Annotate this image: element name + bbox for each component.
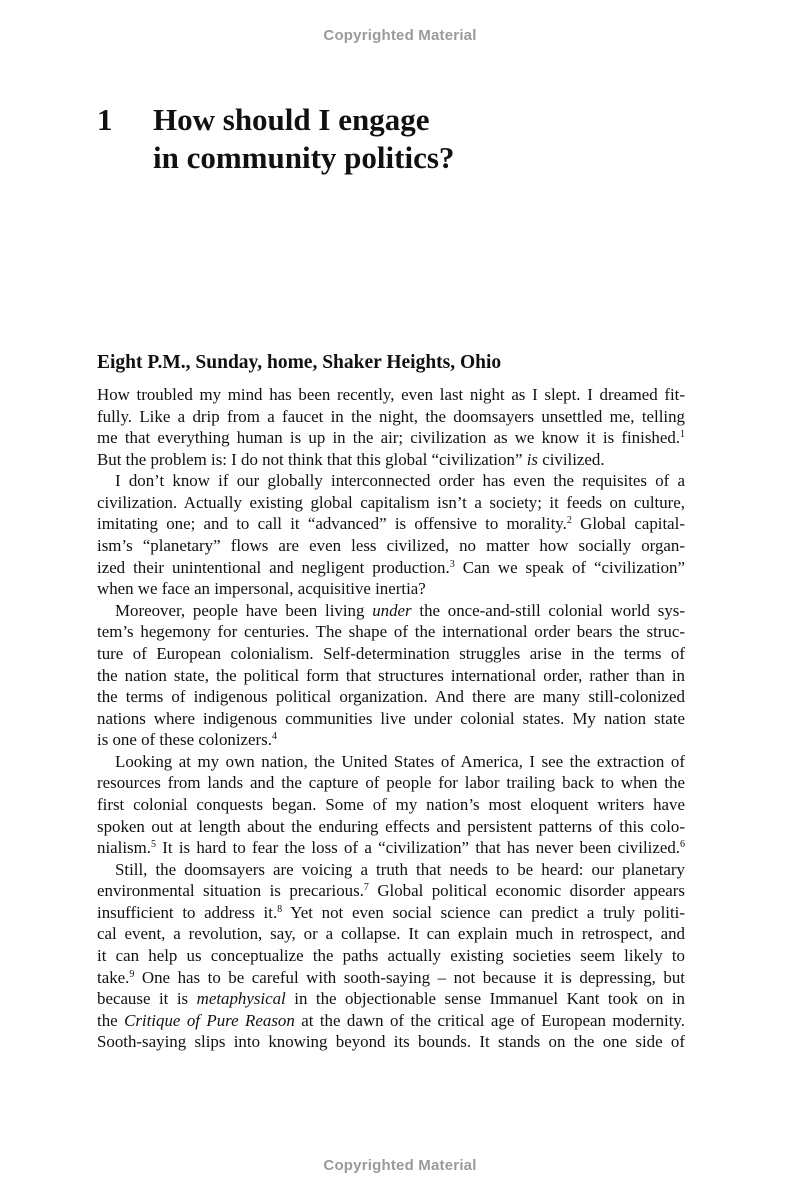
text-line [97, 837, 685, 859]
text-span: me that everything human is up in the air; civilization as we know it is finished. [97, 428, 680, 448]
text-span: Yet not even social science can predict a truly politi- [282, 902, 685, 922]
chapter-title [153, 101, 573, 177]
paragraph-1 [97, 384, 685, 470]
text-line [97, 967, 685, 989]
text-line: How troubled my mind has been recently, even last night as I slept. I dreamed fit- [97, 385, 685, 404]
text-line: ture of European colonialism. Self-determination struggles arise in the terms of [97, 643, 685, 663]
text-span: ized their unintentional and negligent production. [97, 557, 450, 577]
text-line: civilization. Actually existing global capitalism isn’t a society; it feeds on culture, [97, 492, 685, 512]
text-span: in the objectionable sense Immanuel Kant took on in [285, 989, 685, 1009]
text-span: Global capital- [571, 514, 685, 534]
text-span: the [97, 1010, 125, 1030]
footnote-ref-9[interactable]: 9 [129, 968, 135, 980]
chapter-title-line-2: in community politics? [153, 140, 455, 175]
text-span: But the problem is: I do not think that this global “civilization” [97, 449, 527, 469]
text-line: Looking at my own nation, the United States of America, I see the extraction of [115, 751, 685, 771]
text-line [97, 1010, 685, 1032]
text-line: tem’s hegemony for centuries. The shape of the international order bears the struc- [97, 622, 685, 642]
paragraph-3 [97, 600, 685, 751]
text-line [97, 427, 685, 449]
text-line: ism’s “planetary” flows are even less civilized, no matter how socially organ- [97, 536, 685, 556]
text-span: because it is [97, 989, 197, 1009]
text-line [97, 557, 685, 579]
text-span: Global political economic disorder appears [368, 881, 685, 901]
text-line: first colonial conquests began. Some of my nation’s most eloquent writers have [97, 794, 685, 814]
text-span: nialism. [97, 838, 151, 858]
paragraph-4 [97, 751, 685, 859]
text-span: at the dawn of the critical age of European modernity. [294, 1010, 685, 1030]
text-span: environmental situation is precarious. [97, 881, 364, 901]
text-line: nations where indigenous communities live under colonial states. My nation state [97, 708, 685, 728]
text-line [97, 513, 685, 535]
footnote-ref-5[interactable]: 5 [150, 839, 156, 851]
text-span: One has to be careful with sooth-saying – not because it is depressing, but [134, 967, 685, 987]
chapter-title-line-1: How should I engage [153, 102, 430, 137]
footnote-ref-8[interactable]: 8 [277, 903, 283, 915]
text-span: Moreover, people have been living [115, 600, 373, 620]
text-span: take. [97, 967, 130, 987]
text-line: fully. Like a drip from a faucet in the night, the doomsayers unsettled me, telling [97, 406, 685, 426]
text-line [97, 600, 685, 622]
text-line: the terms of indigenous political organization. And there are many still-colonized [97, 687, 685, 707]
chapter-heading [97, 101, 573, 177]
footnote-ref-3[interactable]: 3 [449, 558, 455, 570]
italic-span: under [372, 600, 412, 620]
text-line [97, 729, 685, 751]
text-span: the once-and-still colonial world sys- [411, 600, 685, 620]
footnote-ref-7[interactable]: 7 [363, 882, 369, 894]
text-line: Still, the doomsayers are voicing a truth that needs to be heard: our planetary [115, 859, 685, 879]
text-line: the nation state, the political form that structures international order, rather than in [97, 665, 685, 685]
italic-span: metaphysical [196, 989, 286, 1009]
paragraph-5 [97, 859, 685, 1053]
text-line [97, 988, 685, 1010]
text-line: cal event, a revolution, say, or a collapse. It can explain much in retrospect, and [97, 924, 685, 944]
paragraph-2 [97, 470, 685, 599]
text-span: insufficient to address it. [97, 902, 278, 922]
copyright-watermark-top: Copyrighted Material [323, 27, 477, 44]
text-span: Can we speak of “civilization” [454, 557, 685, 577]
text-line: it can help us conceptualize the paths actually existing societies seem likely to [97, 946, 685, 966]
footnote-ref-6[interactable]: 6 [680, 839, 685, 851]
section-heading: Eight P.M., Sunday, home, Shaker Heights, Ohio [97, 352, 502, 373]
text-line [97, 902, 685, 924]
copyright-watermark-bottom: Copyrighted Material [323, 1157, 477, 1174]
text-line: spoken out at length about the enduring effects and persistent patterns of this colo- [97, 816, 685, 836]
text-span: It is hard to fear the loss of a “civilization” that has never been civilized. [155, 838, 680, 858]
text-line [97, 449, 685, 471]
chapter-number: 1 [97, 102, 113, 137]
text-span: is one of these colonizers. [97, 730, 272, 750]
body-text [97, 384, 685, 1053]
italic-span: is [526, 449, 538, 469]
text-line: resources from lands and the capture of people for labor trailing back to when the [97, 773, 685, 793]
text-span: imitating one; and to call it “advanced” is offensive to morality. [97, 514, 567, 534]
text-span: civilized. [538, 449, 605, 469]
footnote-ref-4[interactable]: 4 [271, 731, 277, 743]
text-line [97, 880, 685, 902]
text-line: I don’t know if our globally interconnected order has even the requisites of a [115, 471, 685, 491]
footnote-ref-1[interactable]: 1 [680, 429, 685, 441]
footnote-ref-2[interactable]: 2 [566, 515, 572, 527]
text-line: when we face an impersonal, acquisitive inertia? [97, 579, 426, 599]
text-line: Sooth-saying slips into knowing beyond its bounds. It stands on the one side of [97, 1032, 685, 1052]
italic-span: Critique of Pure Reason [124, 1010, 295, 1030]
